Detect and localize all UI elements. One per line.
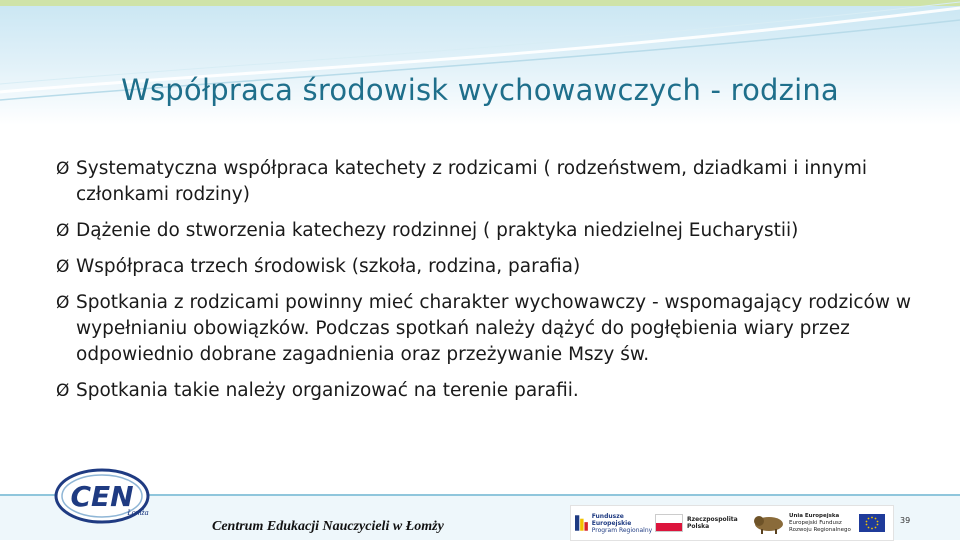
list-item bbox=[56, 218, 926, 244]
eu-funds-logo bbox=[571, 512, 655, 534]
poland-label: Rzeczpospolita Polska bbox=[687, 516, 738, 530]
list-item bbox=[56, 378, 926, 404]
bison-icon bbox=[751, 511, 787, 535]
bullet-arrow-icon: Ø bbox=[56, 221, 70, 241]
bullet-arrow-icon: Ø bbox=[56, 159, 70, 179]
list-item bbox=[56, 290, 926, 368]
eu-flag-icon bbox=[859, 514, 885, 532]
bullet-arrow-icon: Ø bbox=[56, 293, 70, 313]
list-item bbox=[56, 254, 926, 280]
eu-funding-logos bbox=[570, 505, 894, 541]
eu-funds-title: Fundusze Europejskie bbox=[591, 512, 632, 527]
organization-name: Centrum Edukacji Nauczycieli w Łomży bbox=[212, 519, 444, 534]
bullet-text: Spotkania z rodzicami powinny mieć charakter wychowawczy - wspomagający rodziców w wypełnianiu obowiązków. Podczas spotkań należy dążyć do pogłębienia wiary przez odpowiednio dobrane zagadnienia oraz przeżywanie Mszy św. bbox=[76, 292, 911, 365]
bullet-arrow-icon: Ø bbox=[56, 381, 70, 401]
bullet-text: Systematyczna współpraca katechety z rodzicami ( rodzeństwem, dziadkami i innymi członkami rodziny) bbox=[76, 158, 868, 205]
page-number: 39 bbox=[900, 516, 911, 525]
logo-subtext: Łomża bbox=[127, 508, 149, 517]
bullet-text: Spotkania takie należy organizować na terenie parafii. bbox=[76, 380, 579, 401]
eu-title: Unia Europejska bbox=[789, 512, 840, 519]
bullet-list bbox=[56, 156, 926, 414]
eu-funds-icon bbox=[575, 512, 589, 534]
logo-text: CEN bbox=[70, 480, 134, 513]
bullet-text: Współpraca trzech środowisk (szkoła, rodzina, parafia) bbox=[76, 256, 581, 277]
poland-flag-icon bbox=[655, 514, 683, 532]
bullet-text: Dążenie do stworzenia katechezy rodzinnej ( praktyka niedzielnej Eucharystii) bbox=[76, 220, 799, 241]
eu-funds-subtitle: Program Regionalny bbox=[591, 526, 653, 534]
slide-title: Współpraca środowisk wychowawczych - rodzina bbox=[121, 73, 839, 107]
eu-subtitle: Europejski Fundusz Rozwoju Regionalnego bbox=[789, 519, 851, 533]
bullet-arrow-icon: Ø bbox=[56, 257, 70, 277]
list-item bbox=[56, 156, 926, 208]
cen-logo bbox=[52, 466, 162, 530]
